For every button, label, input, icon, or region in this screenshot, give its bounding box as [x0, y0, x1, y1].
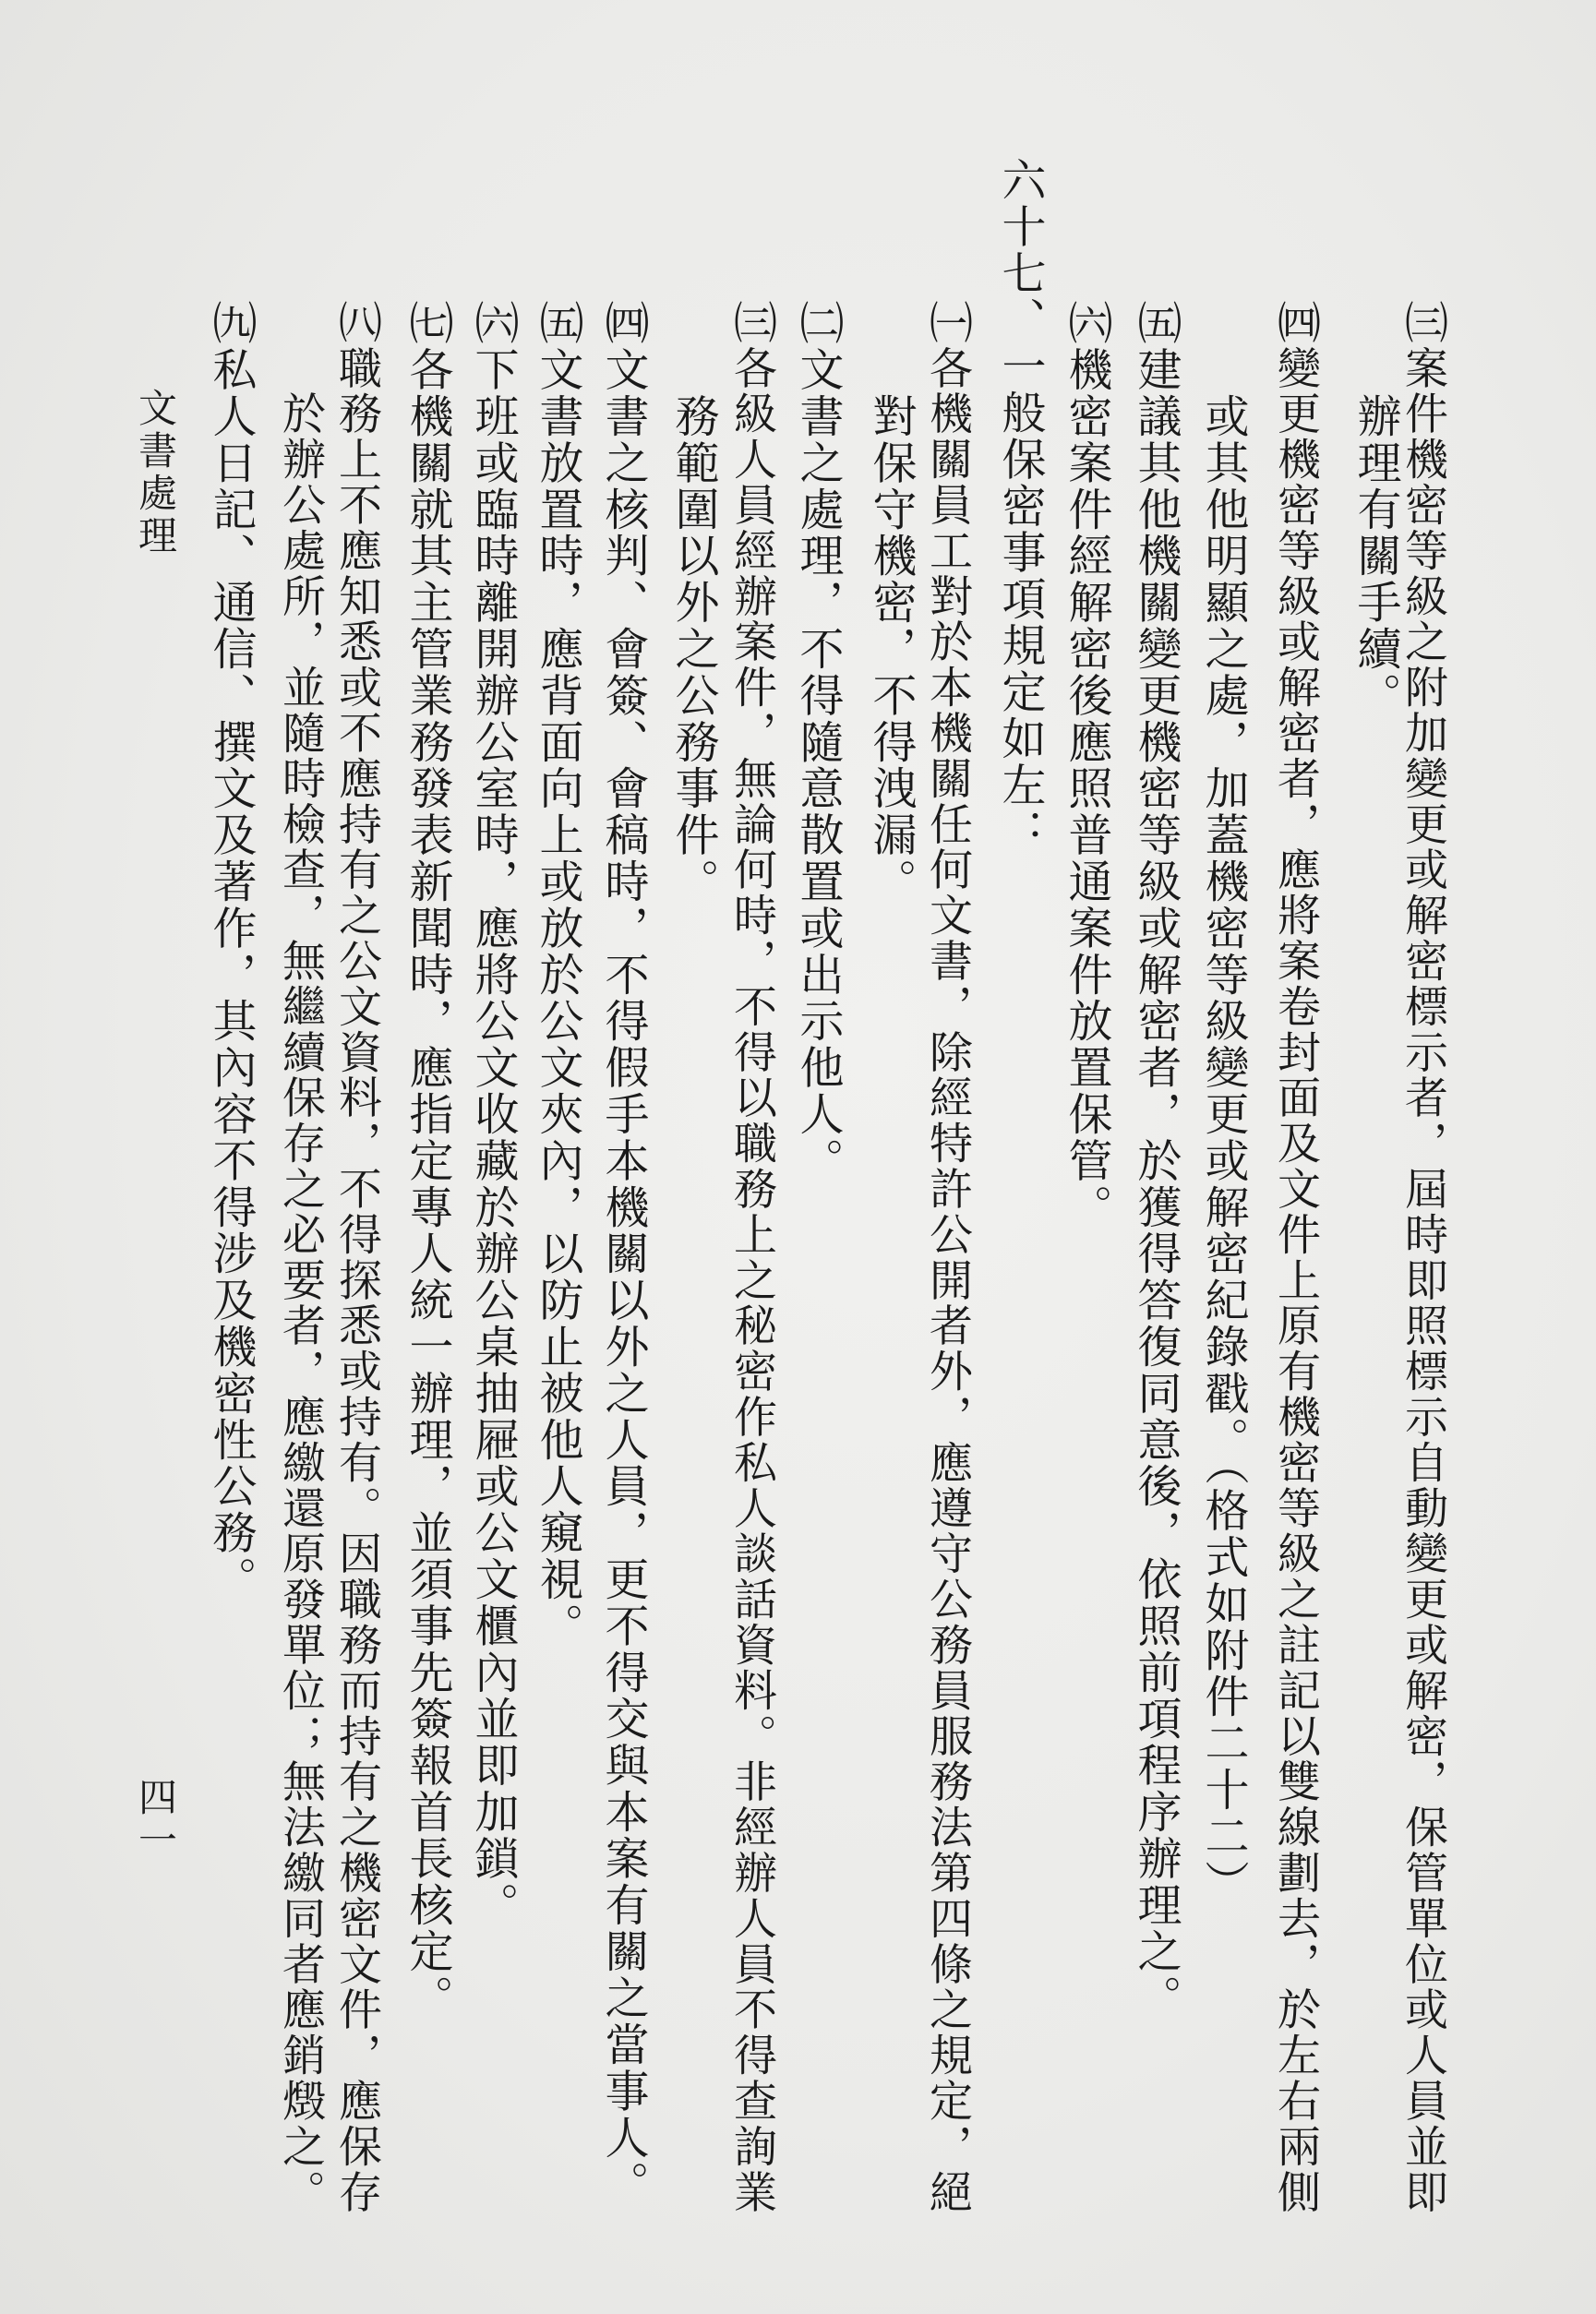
- text-column: 辦理有關手續。: [1350, 300, 1401, 719]
- page-number: 四一: [133, 1777, 178, 1862]
- text-column: ㈢案件機密等級之附加變更或解密標示者，屆時即照標示自動變更或解密，保管單位或人員並即: [1398, 300, 1448, 2215]
- text-column: ㈨私人日記、通信、撰文及著作，其內容不得涉及機密性公務。: [205, 300, 257, 1603]
- text-column: ㈣文書之核判、會簽、會稿時，不得假手本機關以外之人員，更不得交與本案有關之當事人。: [597, 300, 649, 2208]
- text-column: ㈧職務上不應知悉或不應持有之公文資料，不得探悉或持有。因職務而持有之機密文件，應保存: [331, 300, 382, 2215]
- text-column: ㈦各機關就其主管業務發表新聞時，應指定專人統一辦理，並須事先簽報首長核定。: [402, 300, 453, 2021]
- text-column: ㈤文書放置時，應背面向上或放於公文夾內，以防止被他人窺視。: [532, 300, 583, 1649]
- text-column: ㈤建議其他機關變更機密等級或解密者，於獲得答復同意後，依照前項程序辦理之。: [1130, 300, 1182, 2021]
- text-column: ㈡文書之處理，不得隨意散置或出示他人。: [792, 300, 844, 1184]
- text-column: ㈠各機關員工對於本機關任何文書，除經特許公開者外，應遵守公務員服務法第四條之規定，絕: [922, 300, 973, 2215]
- text-column: ㈣變更機密等級或解密者，應將案卷封面及文件上原有機密等級之註記以雙線劃去，於左右兩側: [1270, 300, 1321, 2215]
- text-column: 或其他明顯之處，加蓋機密等級變更或解密紀錄戳。（格式如附件二十二）: [1197, 300, 1249, 1906]
- section-heading: 六十七、一般保密事項規定如左：: [994, 157, 1046, 855]
- text-column: ㈢各級人員經辦案件，無論何時，不得以職務上之秘密作私人談話資料。非經辦人員不得查詢業: [726, 300, 777, 2215]
- text-column: 對保守機密，不得洩漏。: [865, 300, 917, 905]
- text-column: 於辦公處所，並隨時檢查，無繼續保存之必要者，應繳還原發單位；無法繳同者應銷燬之。: [275, 300, 326, 2215]
- text-column: ㈥下班或臨時離開辦公室時，應將公文收藏於辦公桌抽屜或公文櫃內並即加鎖。: [467, 300, 519, 1928]
- running-header: 文書處理: [133, 388, 178, 558]
- text-column: 務範圍以外之公務事件。: [667, 300, 719, 905]
- text-column: ㈥機密案件經解密後應照普通案件放置保管。: [1061, 300, 1112, 1230]
